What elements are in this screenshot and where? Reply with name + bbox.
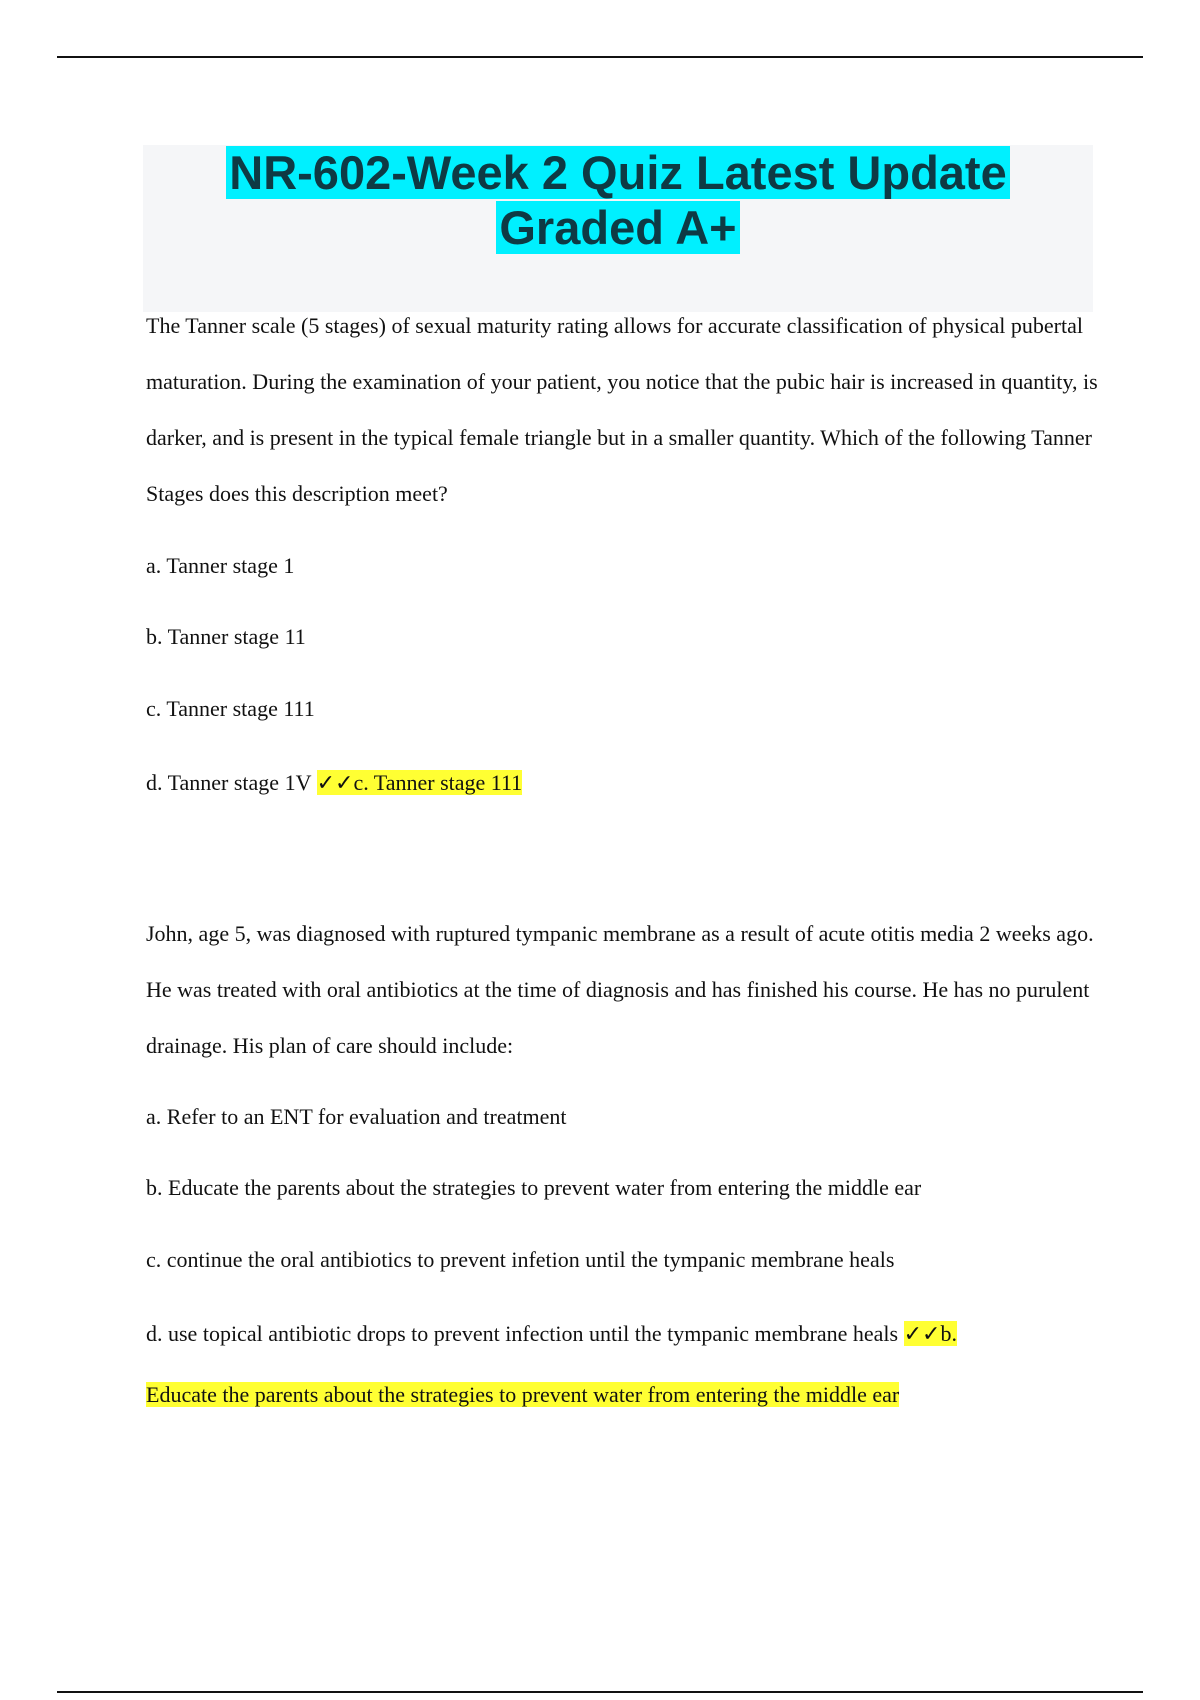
question-2-option-a: a. Refer to an ENT for evaluation and treatment <box>146 1104 567 1129</box>
question-2-option-b: b. Educate the parents about the strategies to prevent water from entering the middle ear <box>146 1175 922 1200</box>
check-mark-icon: ✓✓ <box>316 771 354 796</box>
question-1-option-c: c. Tanner stage 111 <box>146 696 315 721</box>
question-1-option-d-row <box>146 768 522 799</box>
check-mark-icon: ✓✓ <box>903 1322 941 1347</box>
question-1-option-b: b. Tanner stage 11 <box>146 624 306 649</box>
question-2-answer-part2: Educate the parents about the strategies to prevent water from entering the middle ear <box>146 1382 900 1407</box>
question-2-stem: John, age 5, was diagnosed with ruptured tympanic membrane as a result of acute otitis media 2 weeks ago. He was treated with oral antibiotics at the time of diagnosis and has finished his course. He has no purulent drainage. His plan of care should include: <box>146 921 1094 1058</box>
bottom-rule <box>57 1691 1143 1693</box>
question-2-answer-part1: b. <box>940 1321 957 1346</box>
question-1-stem: The Tanner scale (5 stages) of sexual maturity rating allows for accurate classification of physical pubertal maturation. During the examination of your patient, you notice that the pubic hair is increased in quantity, is darker, and is present in the typical female triangle but in a smaller quantity. Which of the following Tanner Stages does this description meet? <box>146 313 1098 506</box>
title-line-1: NR-602-Week 2 Quiz Latest Update <box>226 146 1009 199</box>
question-1-option-d: d. Tanner stage 1V <box>146 770 312 795</box>
question-2-answer-start <box>904 1321 957 1346</box>
top-rule <box>57 56 1143 58</box>
question-1-option-a: a. Tanner stage 1 <box>146 553 295 578</box>
question-1-answer-text: c. Tanner stage 111 <box>353 770 523 795</box>
question-2-answer-row <box>146 1380 899 1410</box>
question-2-option-d: d. use topical antibiotic drops to prevent infection until the tympanic membrane heals <box>146 1321 899 1346</box>
question-1-answer <box>317 770 523 795</box>
question-2-option-c: c. continue the oral antibiotics to prevent infetion until the tympanic membrane heals <box>146 1247 895 1272</box>
document-title <box>143 145 1093 255</box>
question-2-option-d-row <box>146 1319 957 1350</box>
title-line-2: Graded A+ <box>496 201 739 254</box>
